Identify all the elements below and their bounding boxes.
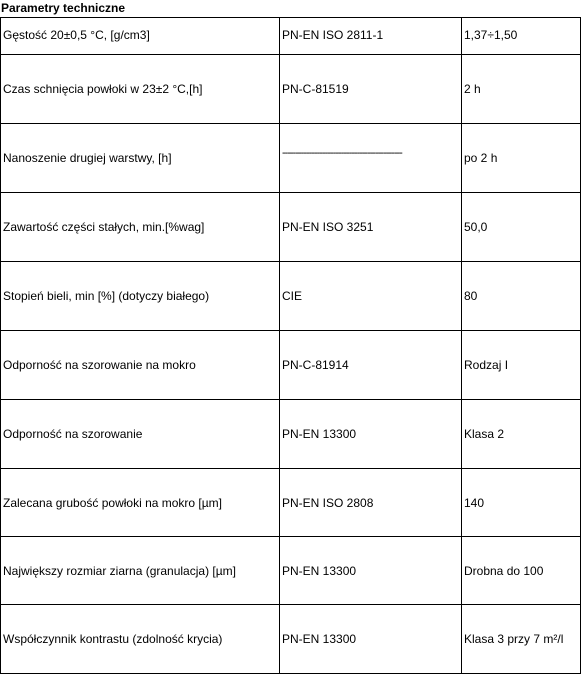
- parameter-cell: Gęstość 20±0,5 °C, [g/cm3]: [1, 18, 280, 55]
- section-title: Parametry techniczne: [1, 1, 126, 15]
- table-row: [1, 262, 581, 331]
- table-row: [1, 18, 581, 55]
- value-cell: 140: [462, 469, 581, 537]
- value-cell: 1,37÷1,50: [462, 18, 581, 55]
- standard-cell: PN-C-81914: [280, 331, 462, 400]
- value-cell: po 2 h: [462, 124, 581, 193]
- parameter-cell: Odporność na szorowanie na mokro: [1, 331, 280, 400]
- parameter-cell: Największy rozmiar ziarna (granulacja) [µm]: [1, 537, 280, 605]
- standard-cell: PN-EN 13300: [280, 605, 462, 674]
- value-cell: 80: [462, 262, 581, 331]
- table-row: [1, 55, 581, 124]
- standard-cell: PN-C-81519: [280, 55, 462, 124]
- value-cell: Klasa 2: [462, 400, 581, 469]
- standard-cell: [280, 124, 462, 193]
- table-row: [1, 124, 581, 193]
- table-row: [1, 331, 581, 400]
- standard-cell: PN-EN ISO 2808: [280, 469, 462, 537]
- value-cell: 2 h: [462, 55, 581, 124]
- table-row: [1, 400, 581, 469]
- table-row: [1, 193, 581, 262]
- standard-cell: PN-EN ISO 3251: [280, 193, 462, 262]
- value-cell: 50,0: [462, 193, 581, 262]
- parameter-cell: Współczynnik kontrastu (zdolność krycia): [1, 605, 280, 674]
- value-cell: Rodzaj I: [462, 331, 581, 400]
- table-row: [1, 605, 581, 674]
- standard-cell: CIE: [280, 262, 462, 331]
- standard-cell: PN-EN 13300: [280, 400, 462, 469]
- standard-cell: PN-EN 13300: [280, 537, 462, 605]
- table-row: [1, 469, 581, 537]
- value-cell: Drobna do 100: [462, 537, 581, 605]
- standard-cell: PN-EN ISO 2811-1: [280, 18, 462, 55]
- parameter-cell: Nanoszenie drugiej warstwy, [h]: [1, 124, 280, 193]
- parameter-cell: Zalecana grubość powłoki na mokro [µm]: [1, 469, 280, 537]
- parameter-cell: Zawartość części stałych, min.[%wag]: [1, 193, 280, 262]
- technical-parameters-table: [0, 17, 581, 674]
- table-row: [1, 537, 581, 605]
- parameter-cell: Odporność na szorowanie: [1, 400, 280, 469]
- value-cell: Klasa 3 przy 7 m²/l: [462, 605, 581, 674]
- parameter-cell: Stopień bieli, min [%] (dotyczy białego): [1, 262, 280, 331]
- standard-dashes: ---------------------------------------------: [282, 146, 402, 159]
- parameter-cell: Czas schnięcia powłoki w 23±2 °C,[h]: [1, 55, 280, 124]
